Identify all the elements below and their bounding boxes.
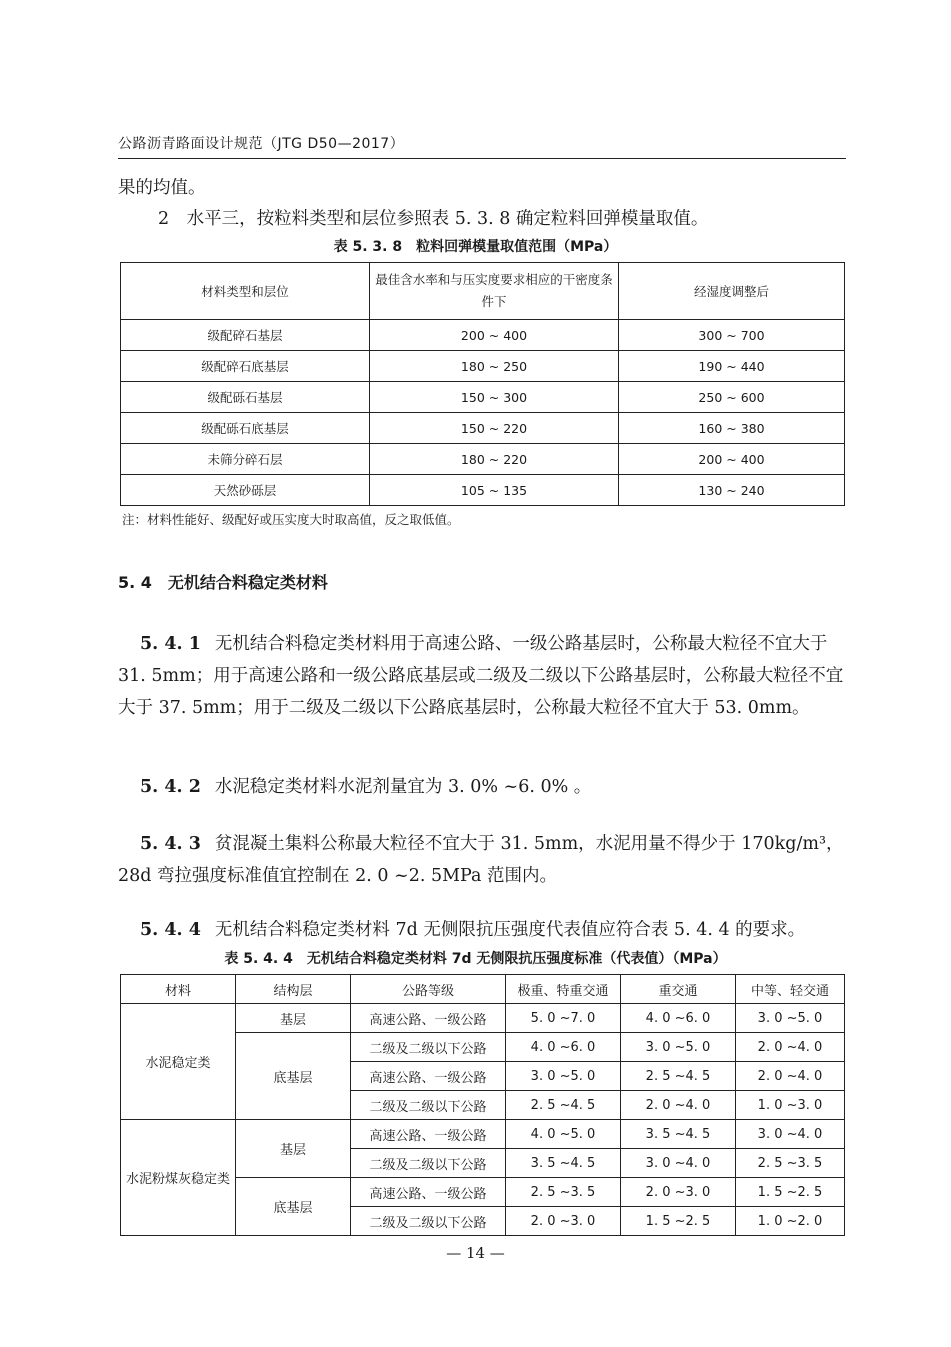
table-cell: 高速公路、一级公路 (351, 1178, 506, 1207)
table-row (121, 475, 845, 506)
table-cell: 二级及二级以下公路 (351, 1091, 506, 1120)
table-granular-modulus (120, 262, 845, 506)
table-cell: 2. 5 ~3. 5 (506, 1178, 621, 1207)
header-rule (118, 158, 846, 159)
table-cell: 180 ~ 220 (370, 444, 619, 475)
clause-5-4-4 (140, 914, 805, 946)
table-cell: 4. 0 ~6. 0 (506, 1033, 621, 1062)
header-cell: 结构层 (236, 975, 351, 1004)
table-cell: 5. 0 ~7. 0 (506, 1004, 621, 1033)
layer-cell: 基层 (236, 1004, 351, 1033)
table-cell: 3. 0 ~4. 0 (621, 1149, 736, 1178)
table-cell: 160 ~ 380 (619, 413, 845, 444)
layer-cell: 基层 (236, 1120, 351, 1178)
table1-note: 注：材料性能好、级配好或压实度大时取高值，反之取低值。 (122, 512, 460, 527)
table-cell: 105 ~ 135 (370, 475, 619, 506)
header-cell: 重交通 (621, 975, 736, 1004)
table-cell: 二级及二级以下公路 (351, 1033, 506, 1062)
table-cell: 1. 5 ~2. 5 (736, 1178, 845, 1207)
table-cell: 二级及二级以下公路 (351, 1149, 506, 1178)
table-cell: 1. 0 ~2. 0 (736, 1207, 845, 1236)
table-row (121, 351, 845, 382)
table-cell: 级配砾石底基层 (121, 413, 370, 444)
table-cell: 130 ~ 240 (619, 475, 845, 506)
table-cell: 高速公路、一级公路 (351, 1062, 506, 1091)
table-strength-standard (120, 974, 845, 1236)
clause-number: 5. 4. 2 (140, 777, 201, 797)
table-row (121, 382, 845, 413)
table-cell: 3. 0 ~5. 0 (736, 1004, 845, 1033)
table-cell: 未筛分碎石层 (121, 444, 370, 475)
table-cell: 2. 0 ~4. 0 (736, 1062, 845, 1091)
table-row (121, 320, 845, 351)
table-row (121, 413, 845, 444)
table-cell: 180 ~ 250 (370, 351, 619, 382)
header-cell: 经湿度调整后 (619, 263, 845, 320)
clause-text: 无机结合料稳定类材料用于高速公路、一级公路基层时，公称最大粒径不宜大于 31. 5mm；用于高速公路和一级公路底基层或二级及二级以下公路基层时，公称最大粒径不宜大于 37. 5mm；用于二级及二级以下公路底基层时，公称最大粒径不宜大于 53. 0mm。 (118, 634, 844, 718)
clause-text: 无机结合料稳定类材料 7d 无侧限抗压强度代表值应符合表 5. 4. 4 的要求。 (214, 920, 806, 940)
header-cell: 材料类型和层位 (121, 263, 370, 320)
table-cell: 2. 5 ~4. 5 (621, 1062, 736, 1091)
layer-cell: 底基层 (236, 1178, 351, 1236)
table-cell: 4. 0 ~5. 0 (506, 1120, 621, 1149)
clause-number: 5. 4. 3 (140, 834, 201, 854)
table-cell: 2. 0 ~4. 0 (736, 1033, 845, 1062)
table-cell: 150 ~ 220 (370, 413, 619, 444)
clause-text: 贫混凝土集料公称最大粒径不宜大于 31. 5mm，水泥用量不得少于 170kg/m³，28d 弯拉强度标准值宜控制在 2. 0 ~2. 5MPa 范围内。 (118, 834, 844, 886)
table-header-row (121, 263, 845, 320)
table-cell: 1. 5 ~2. 5 (621, 1207, 736, 1236)
table-cell: 3. 0 ~4. 0 (736, 1120, 845, 1149)
table-cell: 2. 0 ~4. 0 (621, 1091, 736, 1120)
table-cell: 2. 0 ~3. 0 (506, 1207, 621, 1236)
clause-5-4-2 (140, 771, 591, 803)
page-number: — 14 — (446, 1244, 505, 1262)
clause-5-4-1 (118, 628, 848, 724)
header-cell: 材料 (121, 975, 236, 1004)
paragraph-continuation: 果的均值。 (118, 178, 206, 198)
table1-caption: 表 5. 3. 8 粒料回弹模量取值范围（MPa） (333, 239, 618, 255)
layer-cell: 底基层 (236, 1033, 351, 1120)
clause-text: 水泥稳定类材料水泥剂量宜为 3. 0% ~6. 0% 。 (214, 777, 592, 797)
section-heading: 5. 4 无机结合料稳定类材料 (118, 573, 328, 592)
table-cell: 3. 0 ~5. 0 (506, 1062, 621, 1091)
table2-caption: 表 5. 4. 4 无机结合料稳定类材料 7d 无侧限抗压强度标准（代表值）（MPa） (224, 951, 727, 967)
table-cell: 190 ~ 440 (619, 351, 845, 382)
header-cell: 最佳含水率和与压实度要求相应的干密度条件下 (370, 263, 619, 320)
table-cell: 天然砂砾层 (121, 475, 370, 506)
table-cell: 级配碎石底基层 (121, 351, 370, 382)
table-cell: 300 ~ 700 (619, 320, 845, 351)
table-cell: 高速公路、一级公路 (351, 1004, 506, 1033)
table-cell: 3. 5 ~4. 5 (621, 1120, 736, 1149)
clause-5-4-3 (118, 828, 848, 892)
table-cell: 级配碎石基层 (121, 320, 370, 351)
table-cell: 150 ~ 300 (370, 382, 619, 413)
header-cell: 中等、轻交通 (736, 975, 845, 1004)
clause-number: 5. 4. 4 (140, 920, 201, 940)
table-cell: 高速公路、一级公路 (351, 1120, 506, 1149)
table-cell: 200 ~ 400 (619, 444, 845, 475)
table-cell: 1. 0 ~3. 0 (736, 1091, 845, 1120)
running-header: 公路沥青路面设计规范（JTG D50—2017） (118, 136, 405, 152)
material-cell: 水泥粉煤灰稳定类 (121, 1120, 236, 1236)
table-row (121, 1004, 845, 1033)
table-row (121, 444, 845, 475)
table-cell: 级配砾石基层 (121, 382, 370, 413)
table-cell: 250 ~ 600 (619, 382, 845, 413)
item-2: 2 水平三，按粒料类型和层位参照表 5. 3. 8 确定粒料回弹模量取值。 (158, 209, 709, 229)
table-cell: 2. 5 ~3. 5 (736, 1149, 845, 1178)
table-cell: 3. 0 ~5. 0 (621, 1033, 736, 1062)
header-cell: 公路等级 (351, 975, 506, 1004)
header-cell: 极重、特重交通 (506, 975, 621, 1004)
table-row (121, 1120, 845, 1149)
table-cell: 2. 5 ~4. 5 (506, 1091, 621, 1120)
table-header-row (121, 975, 845, 1004)
table-cell: 3. 5 ~4. 5 (506, 1149, 621, 1178)
material-cell: 水泥稳定类 (121, 1004, 236, 1120)
table-cell: 2. 0 ~3. 0 (621, 1178, 736, 1207)
clause-number: 5. 4. 1 (140, 634, 201, 654)
table-cell: 200 ~ 400 (370, 320, 619, 351)
table-cell: 二级及二级以下公路 (351, 1207, 506, 1236)
table-cell: 4. 0 ~6. 0 (621, 1004, 736, 1033)
